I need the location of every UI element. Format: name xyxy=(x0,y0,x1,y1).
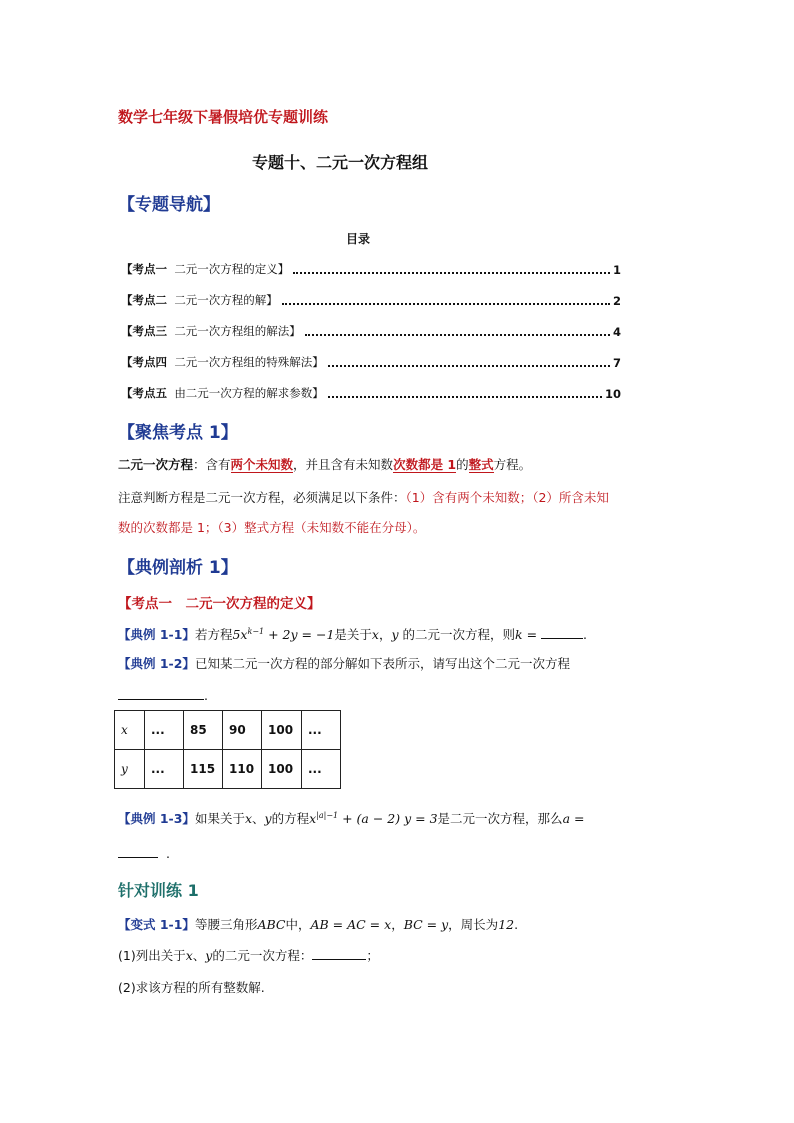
toc-text: 二元一次方程组的特殊解法】 xyxy=(174,355,324,369)
exponent: k−1 xyxy=(247,627,265,636)
answer-blank[interactable] xyxy=(541,626,583,639)
variable: x xyxy=(244,811,253,827)
toc-page: 2 xyxy=(612,294,621,308)
example-text: 的方程 xyxy=(271,811,310,827)
table-cell: 90 xyxy=(223,711,262,750)
practice-heading: 针对训练 1 xyxy=(118,881,199,900)
note-conditions: （1）含有两个未知数；（2）所含未知 xyxy=(405,490,609,505)
def-text: ，并且含有未知数 xyxy=(293,457,394,472)
example-1-2 xyxy=(118,654,570,674)
def-text: ：含有 xyxy=(193,457,231,472)
nav-heading: 【专题导航】 xyxy=(118,195,220,215)
answer-blank[interactable] xyxy=(312,947,366,960)
toc-text: 二元一次方程的解】 xyxy=(174,293,278,307)
variant-1-1 xyxy=(118,915,518,935)
example-text: 是二元一次方程，那么 xyxy=(437,811,563,827)
toc-page: 7 xyxy=(612,356,621,370)
series-title: 数学七年级下暑假培优专题训练 xyxy=(118,108,329,126)
answer-blank[interactable] xyxy=(118,845,158,858)
example-text: . xyxy=(204,688,208,703)
note-line-2: 数的次数都是 1；（3）整式方程（未知数不能在分母）。 xyxy=(118,520,426,535)
table-cell: 115 xyxy=(184,750,223,789)
example-text: . xyxy=(165,846,170,861)
definition-text xyxy=(118,455,531,475)
toc-tag: 【考点一 xyxy=(121,262,167,276)
note-text: 注意判断方程是二元一次方程，必须满足以下条件： xyxy=(118,490,406,505)
number: 12 xyxy=(498,917,515,932)
table-cell: ... xyxy=(302,711,341,750)
def-highlight: 两个未知数 xyxy=(230,457,294,472)
equation: + 2y = −1 xyxy=(264,627,335,643)
table-cell: y xyxy=(115,750,145,789)
table-cell: ... xyxy=(145,711,184,750)
answer-blank[interactable] xyxy=(118,687,204,700)
equation: + (a − 2) y = 3 xyxy=(338,811,438,827)
toc-leader xyxy=(328,365,610,367)
toc-item-1[interactable] xyxy=(121,261,621,277)
example-text: ， xyxy=(378,627,392,643)
examples-heading: 【典例剖析 1】 xyxy=(118,558,238,578)
example-text: = xyxy=(522,627,542,643)
toc-item-3[interactable] xyxy=(121,323,621,339)
variable: y xyxy=(205,948,213,963)
question-1 xyxy=(118,946,379,966)
question-text: 的二元一次方程： xyxy=(212,948,313,963)
page-title: 专题十、二元一次方程组 xyxy=(252,153,429,172)
variable: y xyxy=(264,811,272,827)
toc-text: 由二元一次方程的解求参数】 xyxy=(174,386,324,400)
solutions-table xyxy=(114,710,341,789)
example-text: 已知某二元一次方程的部分解如下表所示，请写出这个二元一次方程 xyxy=(194,656,570,671)
table-cell: x xyxy=(115,711,145,750)
toc-tag: 【考点四 xyxy=(121,355,167,369)
note-line-1 xyxy=(118,488,609,508)
table-row xyxy=(115,750,341,789)
table-cell: 100 xyxy=(262,711,302,750)
toc-tag: 【考点五 xyxy=(121,386,167,400)
toc-leader xyxy=(305,334,610,336)
example-1-3 xyxy=(118,806,584,829)
question-2: (2)求该方程的所有整数解. xyxy=(118,980,265,995)
def-highlight: 整式 xyxy=(468,457,494,472)
toc-text: 二元一次方程组的解法】 xyxy=(174,324,301,338)
toc-item-5[interactable] xyxy=(121,385,621,401)
toc-item-2[interactable] xyxy=(121,292,621,308)
toc-leader xyxy=(328,396,602,398)
equation: BC = y xyxy=(403,917,449,932)
variable: x xyxy=(185,948,193,963)
example-1-3-answer xyxy=(118,844,170,864)
table-cell: ... xyxy=(145,750,184,789)
variable: x xyxy=(371,627,379,643)
def-text: 方程。 xyxy=(493,457,532,472)
example-text: 、 xyxy=(252,811,265,827)
variable: y xyxy=(391,627,399,643)
example-text: . xyxy=(583,627,588,643)
toc-page: 1 xyxy=(612,263,621,277)
example-text: 如果关于 xyxy=(194,811,245,827)
example-label: 【典例 1-3】 xyxy=(118,811,195,827)
equation: x xyxy=(309,811,317,827)
example-label: 【典例 1-1】 xyxy=(118,627,195,643)
example-text: ， xyxy=(391,917,404,932)
def-text: 的 xyxy=(456,457,469,472)
table-cell: 100 xyxy=(262,750,302,789)
toc-tag: 【考点二 xyxy=(121,293,167,307)
example-label: 【变式 1-1】 xyxy=(118,917,195,932)
equation: AB = AC = x xyxy=(310,917,392,932)
toc-item-4[interactable] xyxy=(121,354,621,370)
example-text: . xyxy=(514,917,519,932)
example-1-2-answer xyxy=(118,686,208,706)
question-text: ； xyxy=(366,948,379,963)
table-cell: 110 xyxy=(223,750,262,789)
exponent: |a|−1 xyxy=(316,811,339,820)
example-1-1 xyxy=(118,622,587,645)
table-cell: ... xyxy=(302,750,341,789)
example-text: 的二元一次方程，则 xyxy=(398,627,516,643)
question-text: (1)列出关于 xyxy=(118,948,186,963)
example-text: 若方程 xyxy=(194,627,233,643)
table-row xyxy=(115,711,341,750)
table-cell: 85 xyxy=(184,711,223,750)
focus-heading: 【聚焦考点 1】 xyxy=(118,423,238,443)
toc-page: 10 xyxy=(604,387,621,401)
variable: ABC xyxy=(257,917,286,932)
def-term: 二元一次方程 xyxy=(118,457,194,472)
equation: 5x xyxy=(232,627,248,643)
example-text: ，周长为 xyxy=(448,917,499,932)
toc-tag: 【考点三 xyxy=(121,324,167,338)
variable: k xyxy=(515,627,523,643)
subsection-heading: 【考点一 二元一次方程的定义】 xyxy=(118,596,321,612)
example-text: 等腰三角形 xyxy=(194,917,258,932)
toc-page: 4 xyxy=(612,325,621,339)
example-text: 是关于 xyxy=(334,627,372,643)
toc-title: 目录 xyxy=(346,232,371,246)
toc-text: 二元一次方程的定义】 xyxy=(174,262,290,276)
question-text: 、 xyxy=(192,948,206,963)
example-text: = xyxy=(570,811,585,827)
variable: a xyxy=(562,811,571,827)
example-text: 中， xyxy=(285,917,311,932)
toc-leader xyxy=(282,303,610,305)
toc-leader xyxy=(293,272,610,274)
example-label: 【典例 1-2】 xyxy=(118,656,195,671)
def-highlight: 次数都是 1 xyxy=(393,457,457,472)
